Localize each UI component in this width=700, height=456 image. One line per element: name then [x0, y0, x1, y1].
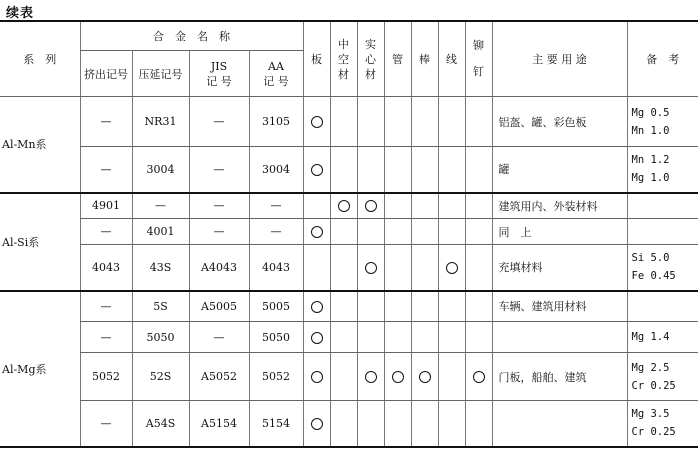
circle-mark-icon: [338, 200, 350, 212]
form-cell: [330, 97, 357, 147]
cell-roll: 43S: [132, 245, 189, 291]
form-cell: [411, 147, 438, 193]
form-cell: [303, 291, 330, 322]
form-cell: [303, 322, 330, 353]
form-cell: [465, 401, 492, 447]
cell-remarks: [627, 291, 698, 322]
form-cell: [303, 97, 330, 147]
cell-jis: —: [189, 97, 249, 147]
header-aa: AA 记 号: [249, 51, 303, 97]
form-cell: [357, 147, 384, 193]
header-wire: 线: [438, 21, 465, 97]
cell-roll: 52S: [132, 353, 189, 401]
form-cell: [465, 245, 492, 291]
cell-aa: 5050: [249, 322, 303, 353]
cell-use: 建筑用内、外装材料: [492, 193, 627, 219]
table-row: [0, 322, 698, 353]
form-cell: [357, 401, 384, 447]
cell-roll: A54S: [132, 401, 189, 447]
cell-jis: —: [189, 219, 249, 245]
form-cell: [438, 322, 465, 353]
form-cell: [357, 291, 384, 322]
form-cell: [438, 401, 465, 447]
form-cell: [357, 193, 384, 219]
cell-use: 同 上: [492, 219, 627, 245]
form-cell: [465, 322, 492, 353]
circle-mark-icon: [392, 371, 404, 383]
form-cell: [438, 147, 465, 193]
cell-jis: A5005: [189, 291, 249, 322]
cell-roll: 3004: [132, 147, 189, 193]
cell-use: 车辆、建筑用材料: [492, 291, 627, 322]
cell-aa: —: [249, 193, 303, 219]
cell-use: 充填材料: [492, 245, 627, 291]
header-rod: 棒: [411, 21, 438, 97]
cell-remarks: Si 5.0 Fe 0.45: [627, 245, 698, 291]
header-hollow: 中 空 材: [330, 21, 357, 97]
form-cell: [303, 219, 330, 245]
table-row: [0, 97, 698, 147]
cell-jis: —: [189, 193, 249, 219]
cell-roll: 5050: [132, 322, 189, 353]
form-cell: [465, 193, 492, 219]
cell-jis: A4043: [189, 245, 249, 291]
form-cell: [438, 193, 465, 219]
form-cell: [303, 401, 330, 447]
cell-use: 门板，船舶、建筑: [492, 353, 627, 401]
form-cell: [384, 245, 411, 291]
cell-use: 铝盔、罐、彩色板: [492, 97, 627, 147]
form-cell: [465, 291, 492, 322]
form-cell: [384, 219, 411, 245]
circle-mark-icon: [446, 262, 458, 274]
circle-mark-icon: [311, 418, 323, 430]
cell-use: [492, 401, 627, 447]
form-cell: [411, 291, 438, 322]
form-cell: [330, 291, 357, 322]
circle-mark-icon: [311, 332, 323, 344]
cell-jis: —: [189, 322, 249, 353]
header-jis: JIS 记 号: [189, 51, 249, 97]
cell-jis: A5052: [189, 353, 249, 401]
form-cell: [330, 353, 357, 401]
header-remarks: 备 考: [627, 21, 698, 97]
header-solid: 实 心 材: [357, 21, 384, 97]
cell-remarks: Mg 1.4: [627, 322, 698, 353]
circle-mark-icon: [419, 371, 431, 383]
form-cell: [438, 219, 465, 245]
cell-extr: —: [80, 322, 132, 353]
cell-roll: 5S: [132, 291, 189, 322]
cell-extr: —: [80, 401, 132, 447]
form-cell: [357, 322, 384, 353]
circle-mark-icon: [311, 301, 323, 313]
form-cell: [330, 245, 357, 291]
header-plate: 板: [303, 21, 330, 97]
cell-roll: 4001: [132, 219, 189, 245]
form-cell: [384, 291, 411, 322]
header-extrusion: 挤出记号: [80, 51, 132, 97]
table-row: [0, 193, 698, 219]
circle-mark-icon: [365, 371, 377, 383]
form-cell: [303, 353, 330, 401]
form-cell: [330, 193, 357, 219]
circle-mark-icon: [365, 200, 377, 212]
form-cell: [384, 353, 411, 401]
form-cell: [411, 401, 438, 447]
form-cell: [411, 322, 438, 353]
form-cell: [465, 219, 492, 245]
header-rolling: 压延记号: [132, 51, 189, 97]
form-cell: [384, 97, 411, 147]
form-cell: [465, 97, 492, 147]
table-row: [0, 245, 698, 291]
table-row: [0, 219, 698, 245]
form-cell: [330, 147, 357, 193]
form-cell: [438, 291, 465, 322]
cell-remarks: Mg 3.5 Cr 0.25: [627, 401, 698, 447]
table-row: [0, 401, 698, 447]
cell-roll: —: [132, 193, 189, 219]
circle-mark-icon: [365, 262, 377, 274]
cell-jis: —: [189, 147, 249, 193]
form-cell: [357, 245, 384, 291]
circle-mark-icon: [311, 164, 323, 176]
table-row: [0, 291, 698, 322]
cell-extr: —: [80, 219, 132, 245]
cell-aa: 5154: [249, 401, 303, 447]
cell-aa: 3105: [249, 97, 303, 147]
form-cell: [384, 147, 411, 193]
form-cell: [411, 97, 438, 147]
cell-remarks: Mn 1.2 Mg 1.0: [627, 147, 698, 193]
header-rivet: 铆 钉: [465, 21, 492, 97]
cell-use: 罐: [492, 147, 627, 193]
circle-mark-icon: [311, 226, 323, 238]
cell-aa: —: [249, 219, 303, 245]
form-cell: [438, 353, 465, 401]
circle-mark-icon: [311, 116, 323, 128]
series-label: Al-Mn系: [0, 97, 80, 193]
form-cell: [303, 193, 330, 219]
series-label: Al-Mg系: [0, 291, 80, 447]
form-cell: [384, 193, 411, 219]
form-cell: [330, 401, 357, 447]
form-cell: [330, 219, 357, 245]
form-cell: [438, 245, 465, 291]
form-cell: [384, 401, 411, 447]
cell-extr: —: [80, 291, 132, 322]
table-row: [0, 353, 698, 401]
cell-use: [492, 322, 627, 353]
cell-aa: 5005: [249, 291, 303, 322]
cell-remarks: Mg 0.5 Mn 1.0: [627, 97, 698, 147]
cell-remarks: [627, 193, 698, 219]
form-cell: [465, 147, 492, 193]
cell-extr: 5052: [80, 353, 132, 401]
cell-remarks: [627, 219, 698, 245]
cell-remarks: Mg 2.5 Cr 0.25: [627, 353, 698, 401]
table-caption: 续表: [6, 6, 35, 21]
cell-extr: —: [80, 97, 132, 147]
form-cell: [330, 322, 357, 353]
header-pipe: 管: [384, 21, 411, 97]
cell-roll: NR31: [132, 97, 189, 147]
cell-aa: 3004: [249, 147, 303, 193]
cell-aa: 4043: [249, 245, 303, 291]
header-alloy-names: 合 金 名 称: [80, 21, 303, 51]
form-cell: [357, 219, 384, 245]
circle-mark-icon: [311, 371, 323, 383]
form-cell: [411, 353, 438, 401]
form-cell: [411, 219, 438, 245]
form-cell: [384, 322, 411, 353]
form-cell: [303, 147, 330, 193]
form-cell: [357, 97, 384, 147]
header-series: 系 列: [0, 21, 80, 97]
cell-jis: A5154: [189, 401, 249, 447]
alloy-table: [0, 20, 698, 448]
form-cell: [465, 353, 492, 401]
cell-extr: 4043: [80, 245, 132, 291]
cell-aa: 5052: [249, 353, 303, 401]
cell-extr: —: [80, 147, 132, 193]
form-cell: [411, 193, 438, 219]
circle-mark-icon: [473, 371, 485, 383]
table-row: [0, 147, 698, 193]
form-cell: [303, 245, 330, 291]
series-label: Al-Si系: [0, 193, 80, 291]
cell-extr: 4901: [80, 193, 132, 219]
form-cell: [411, 245, 438, 291]
form-cell: [357, 353, 384, 401]
form-cell: [438, 97, 465, 147]
header-use: 主 要 用 途: [492, 21, 627, 97]
